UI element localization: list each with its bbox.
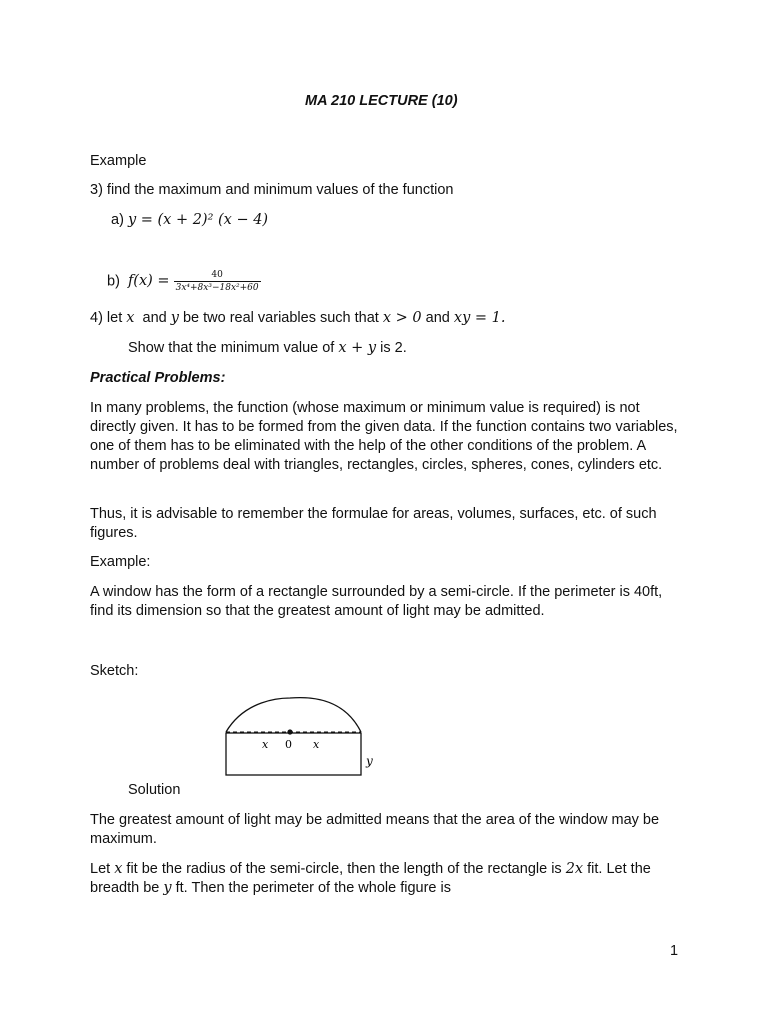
question-3: 3) find the maximum and minimum values of the function (90, 182, 454, 198)
q4-prefix: 4) let (90, 310, 123, 326)
sol2-c: fit. Let the breadth be (90, 861, 651, 896)
practical-heading: Practical Problems: (90, 370, 226, 386)
q4-line2-suffix: is 2. (380, 340, 407, 356)
practical-paragraph-2: Thus, it is advisable to remember the formulae for areas, volumes, surfaces, etc. of such figures. (90, 506, 657, 541)
part-b-numerator: 40 (174, 270, 261, 282)
example-heading: Example (90, 153, 147, 169)
sol2-y: y (163, 880, 172, 896)
semicircle-arc (226, 698, 361, 732)
lecture-title: MA 210 LECTURE (10) (305, 93, 458, 109)
example-2-heading: Example: (90, 554, 151, 570)
part-a (111, 212, 268, 228)
window-sketch (220, 690, 390, 780)
part-b-label: b) (107, 273, 120, 290)
part-b (107, 270, 261, 293)
label-y: y (366, 754, 373, 768)
part-b-lhs: f(x) = (127, 273, 170, 290)
rectangle (226, 733, 361, 775)
q4-and: and (142, 310, 167, 326)
solution-paragraph-1: The greatest amount of light may be admitted means that the area of the window may be maximum. (90, 812, 660, 847)
sol2-b: fit be the radius of the semi-circle, then the length of the rectangle is (126, 861, 562, 877)
question-4-line1 (90, 310, 505, 326)
q4-and-2: and (425, 310, 450, 326)
q4-cond1: x > 0 (382, 310, 422, 326)
question-4-line2 (128, 340, 407, 356)
part-a-label: a) (111, 212, 124, 228)
part-b-fraction (174, 270, 261, 293)
q4-var-x: x (126, 310, 135, 326)
center-dot (287, 729, 292, 734)
page-number: 1 (670, 943, 679, 959)
q4-line2-prefix: Show that the minimum value of (128, 340, 335, 356)
label-x-left: x (262, 738, 269, 751)
sol2-d: ft. Then the perimeter of the whole figure is (175, 880, 451, 896)
solution-heading: Solution (128, 782, 181, 798)
sol2-2x: 2x (565, 861, 584, 877)
q4-var-y: y (170, 310, 179, 326)
solution-paragraph-2 (90, 860, 680, 898)
practical-paragraph-1: In many problems, the function (whose maximum or minimum value is required) is not directly given. It has to be formed from the given data. If the function contains two variables, one of them has to be eliminated with the help of the other conditions of the problem. A number of problems deal with triangles, rectangles, circles, spheres, cones, cylinders etc. (90, 400, 678, 473)
q4-mid: be two real variables such that (182, 310, 379, 326)
label-x-right: x (313, 738, 320, 751)
part-b-denominator: 3x⁴+8x³−18x²+60 (175, 283, 259, 293)
example-2-text: A window has the form of a rectangle surrounded by a semi-circle. If the perimeter is 40ft, find its dimension so that the greatest amount of light may be admitted. (90, 584, 663, 619)
sketch-heading: Sketch: (90, 663, 139, 679)
label-center: 0 (285, 738, 292, 751)
q4-cond2: xy = 1. (453, 310, 506, 326)
part-a-equation: y = (x + 2)² (x − 4) (127, 212, 269, 228)
sol2-a: Let (90, 861, 111, 877)
q4-expr: x + y (338, 340, 377, 356)
sol2-x: x (114, 861, 123, 877)
